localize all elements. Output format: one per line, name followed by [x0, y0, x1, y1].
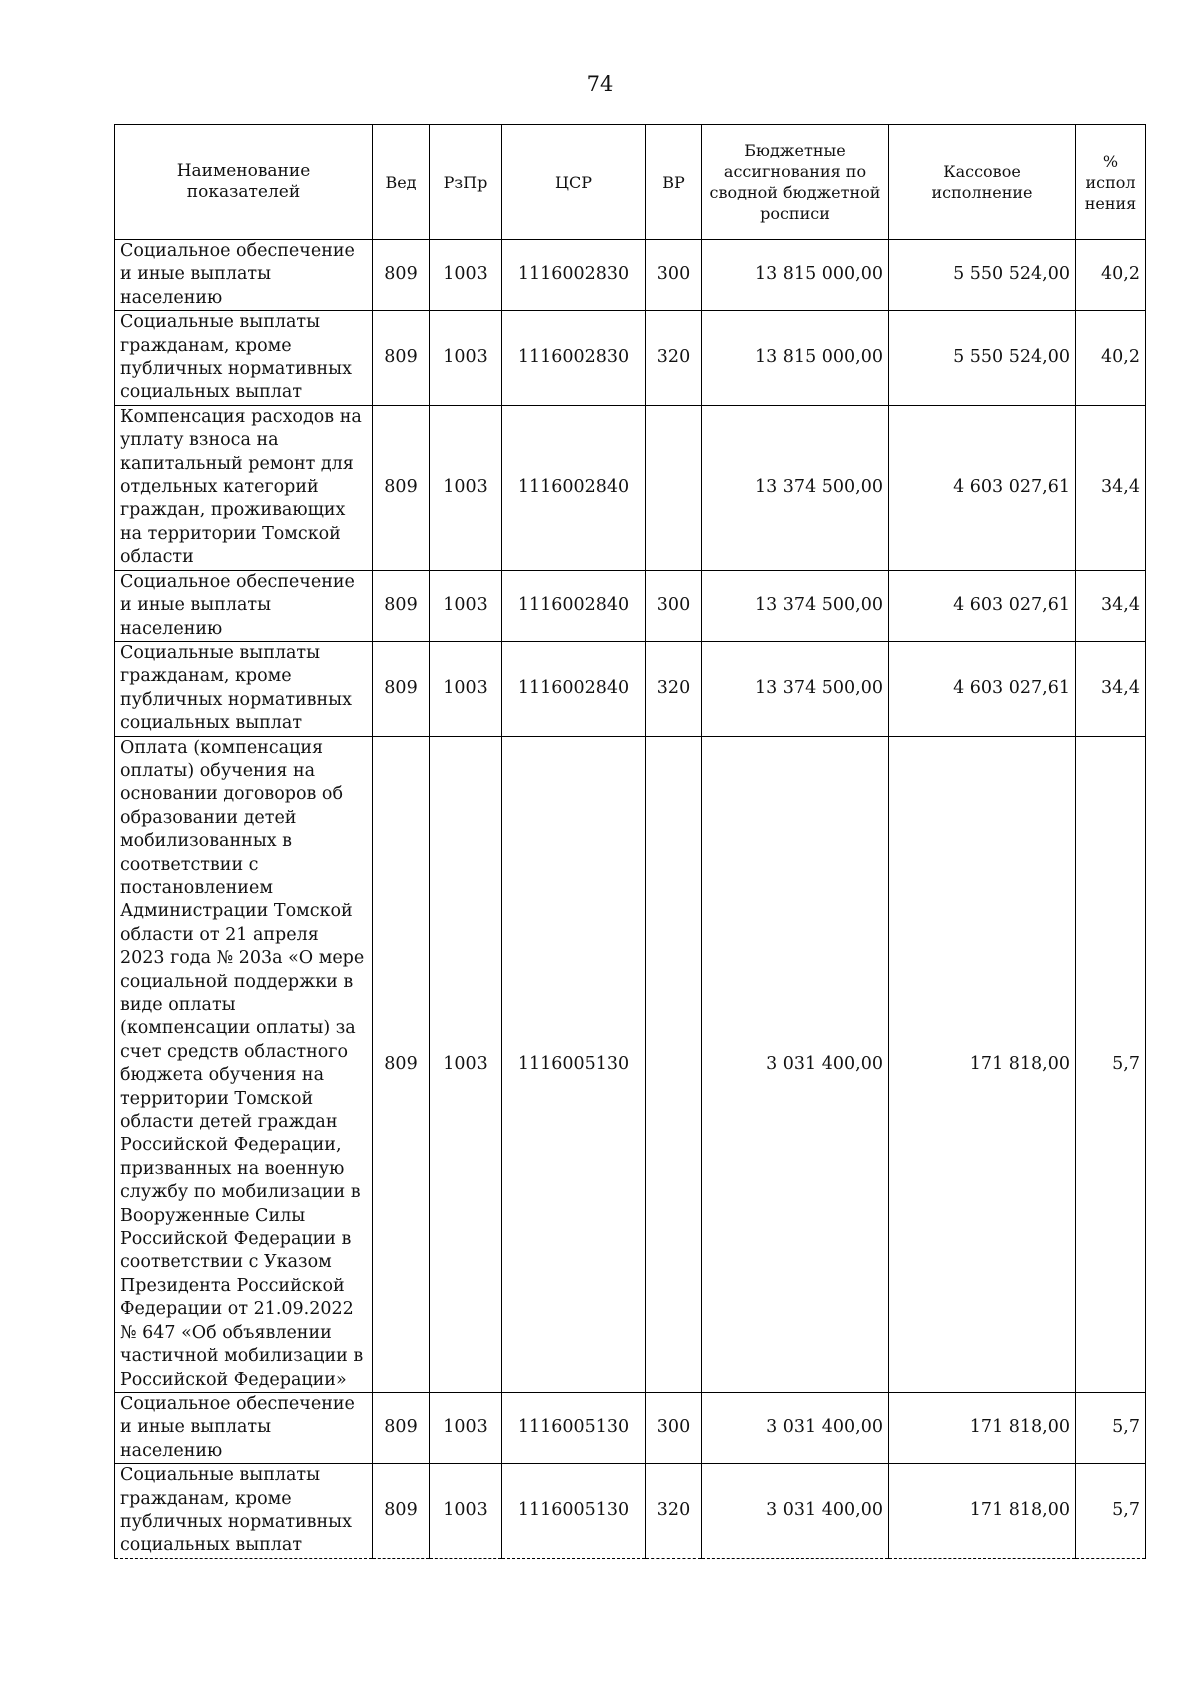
cell-name: Социальные выплаты гражданам, кроме публичных нормативных социальных выплат	[115, 641, 373, 736]
cell-percent: 5,7	[1076, 1464, 1146, 1559]
cell-percent: 34,4	[1076, 641, 1146, 736]
cell-rzpr: 1003	[430, 736, 502, 1392]
cell-cash-execution: 171 818,00	[889, 736, 1076, 1392]
cell-vr: 300	[646, 240, 702, 311]
cell-cash-execution: 4 603 027,61	[889, 570, 1076, 641]
header-percent: % испол нения	[1076, 125, 1146, 240]
cell-vr	[646, 736, 702, 1392]
cell-csr: 1116005130	[502, 1464, 646, 1559]
cell-ved: 809	[373, 736, 430, 1392]
cell-vr: 320	[646, 641, 702, 736]
table-body	[115, 240, 1146, 1559]
cell-vr: 320	[646, 311, 702, 406]
cell-allocations: 3 031 400,00	[702, 736, 889, 1392]
table-row	[115, 641, 1146, 736]
header-vr: ВР	[646, 125, 702, 240]
cell-name: Социальное обеспечение и иные выплаты населению	[115, 570, 373, 641]
cell-cash-execution: 171 818,00	[889, 1464, 1076, 1559]
cell-name: Социальные выплаты гражданам, кроме публичных нормативных социальных выплат	[115, 1464, 373, 1559]
cell-allocations: 13 815 000,00	[702, 240, 889, 311]
cell-allocations: 13 374 500,00	[702, 641, 889, 736]
cell-ved: 809	[373, 311, 430, 406]
budget-execution-table	[114, 124, 1146, 1559]
cell-ved: 809	[373, 1464, 430, 1559]
header-rzpr: РзПр	[430, 125, 502, 240]
cell-csr: 1116005130	[502, 1392, 646, 1463]
cell-percent: 5,7	[1076, 736, 1146, 1392]
cell-rzpr: 1003	[430, 570, 502, 641]
cell-allocations: 13 815 000,00	[702, 311, 889, 406]
cell-allocations: 3 031 400,00	[702, 1464, 889, 1559]
cell-csr: 1116005130	[502, 736, 646, 1392]
header-name: Наименование показателей	[115, 125, 373, 240]
cell-csr: 1116002840	[502, 405, 646, 570]
cell-ved: 809	[373, 405, 430, 570]
cell-ved: 809	[373, 641, 430, 736]
cell-name: Социальное обеспечение и иные выплаты населению	[115, 240, 373, 311]
table-row	[115, 1392, 1146, 1463]
table-row	[115, 405, 1146, 570]
cell-vr: 300	[646, 1392, 702, 1463]
header-cash-execution: Кассовое исполнение	[889, 125, 1076, 240]
cell-cash-execution: 4 603 027,61	[889, 405, 1076, 570]
header-allocations: Бюджетные ассигнования по сводной бюджетной росписи	[702, 125, 889, 240]
cell-cash-execution: 171 818,00	[889, 1392, 1076, 1463]
cell-name: Социальное обеспечение и иные выплаты населению	[115, 1392, 373, 1463]
cell-cash-execution: 4 603 027,61	[889, 641, 1076, 736]
table-row	[115, 570, 1146, 641]
cell-rzpr: 1003	[430, 1392, 502, 1463]
cell-cash-execution: 5 550 524,00	[889, 311, 1076, 406]
table-row	[115, 1464, 1146, 1559]
cell-vr: 320	[646, 1464, 702, 1559]
cell-name: Компенсация расходов на уплату взноса на капитальный ремонт для отдельных категорий граждан, проживающих на территории Томской области	[115, 405, 373, 570]
cell-rzpr: 1003	[430, 1464, 502, 1559]
cell-rzpr: 1003	[430, 240, 502, 311]
cell-csr: 1116002830	[502, 240, 646, 311]
cell-ved: 809	[373, 570, 430, 641]
cell-rzpr: 1003	[430, 641, 502, 736]
table-row	[115, 311, 1146, 406]
cell-rzpr: 1003	[430, 311, 502, 406]
header-csr: ЦСР	[502, 125, 646, 240]
cell-vr	[646, 405, 702, 570]
cell-percent: 40,2	[1076, 240, 1146, 311]
page-number: 74	[586, 72, 614, 96]
cell-percent: 5,7	[1076, 1392, 1146, 1463]
cell-percent: 34,4	[1076, 570, 1146, 641]
table-row	[115, 736, 1146, 1392]
cell-ved: 809	[373, 240, 430, 311]
cell-allocations: 13 374 500,00	[702, 570, 889, 641]
table-row	[115, 240, 1146, 311]
header-ved: Вед	[373, 125, 430, 240]
cell-vr: 300	[646, 570, 702, 641]
cell-allocations: 3 031 400,00	[702, 1392, 889, 1463]
table-header-row	[115, 125, 1146, 240]
cell-name: Оплата (компенсация оплаты) обучения на основании договоров об образовании детей мобилизованных в соответствии с постановлением Администрации Томской области от 21 апреля 2023 года № 203а «О мере социальной поддержки в виде оплаты (компенсации оплаты) за счет средств областного бюджета обучения на территории Томской области детей граждан Российской Федерации, призванных на военную службу по мобилизации в Вооруженные Силы Российской Федерации в соответствии с Указом Президента Российской Федерации от 21.09.2022 № 647 «Об объявлении частичной мобилизации в Российской Федерации»	[115, 736, 373, 1392]
cell-percent: 34,4	[1076, 405, 1146, 570]
cell-percent: 40,2	[1076, 311, 1146, 406]
cell-csr: 1116002840	[502, 641, 646, 736]
cell-name: Социальные выплаты гражданам, кроме публичных нормативных социальных выплат	[115, 311, 373, 406]
cell-allocations: 13 374 500,00	[702, 405, 889, 570]
cell-rzpr: 1003	[430, 405, 502, 570]
cell-ved: 809	[373, 1392, 430, 1463]
cell-csr: 1116002840	[502, 570, 646, 641]
cell-csr: 1116002830	[502, 311, 646, 406]
cell-cash-execution: 5 550 524,00	[889, 240, 1076, 311]
